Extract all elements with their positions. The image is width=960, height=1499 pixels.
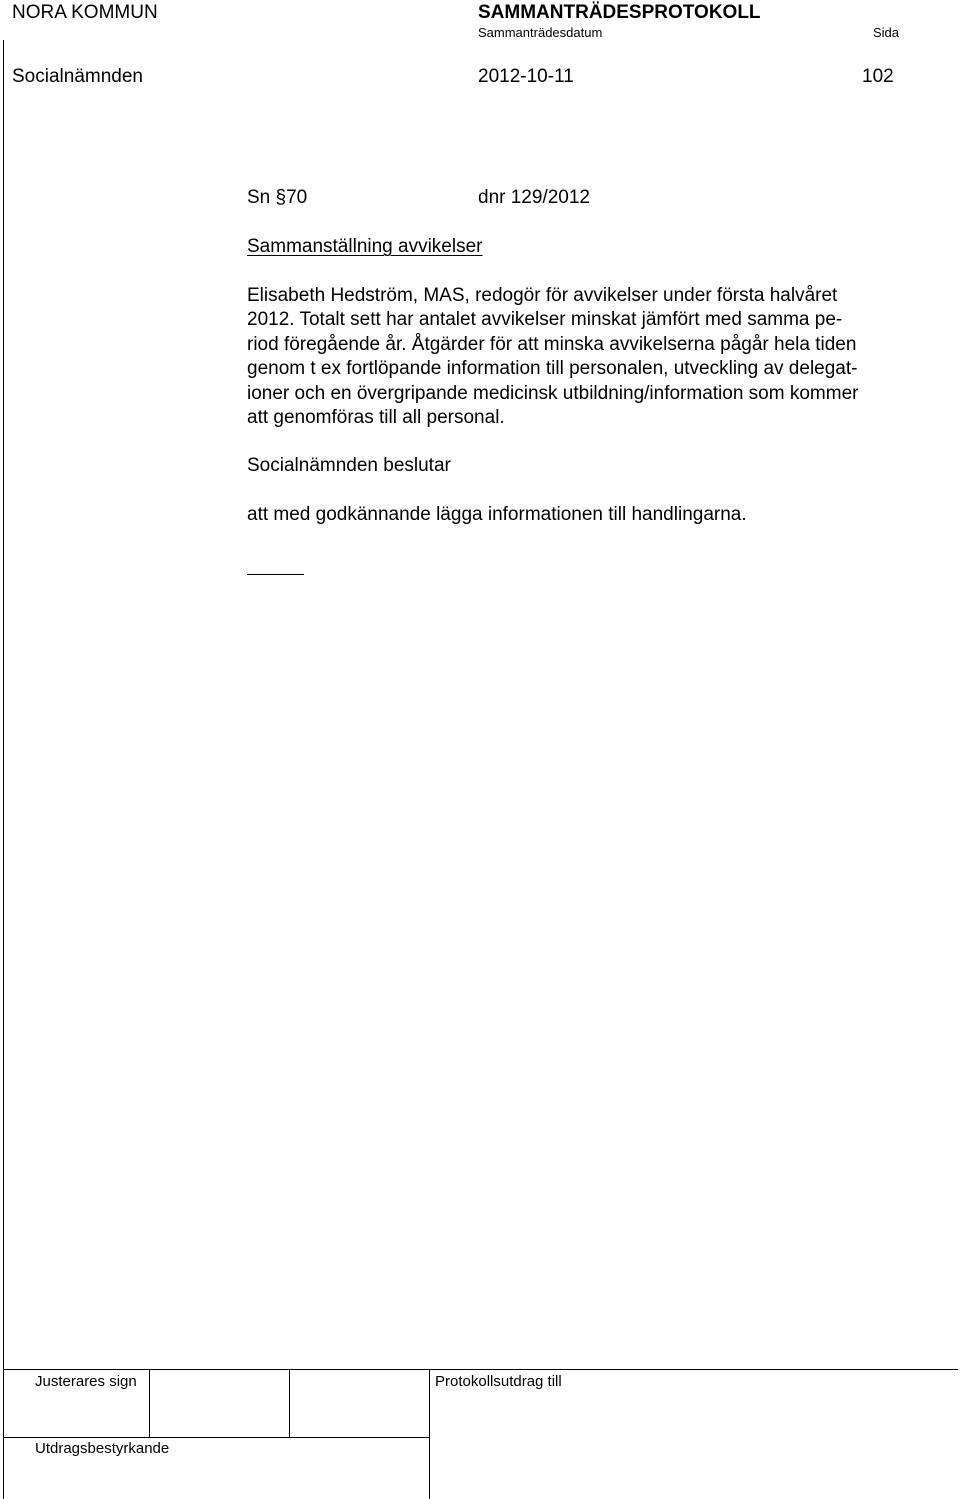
body-line: att genomföras till all personal. <box>247 407 505 429</box>
document-title: SAMMANTRÄDESPROTOKOLL <box>478 2 761 23</box>
meeting-date: 2012-10-11 <box>478 66 574 87</box>
left-margin-rule <box>3 40 4 1499</box>
body-line: ioner och en övergripande medicinsk utbildning/information som kommer <box>247 382 859 404</box>
meeting-date-label: Sammanträdesdatum <box>478 25 603 40</box>
decision-heading: Socialnämnden beslutar <box>247 455 451 476</box>
body-line: riod föregående år. Åtgärder för att minska avvikelserna pågår hela tiden <box>247 333 857 355</box>
section-body <box>247 284 947 430</box>
footer-column-divider <box>289 1369 290 1437</box>
case-number: dnr 129/2012 <box>478 187 590 208</box>
paragraph-number: Sn §70 <box>247 187 308 208</box>
footer-middle-rule <box>3 1437 429 1438</box>
body-line: Elisabeth Hedström, MAS, redogör för avvikelser under första halvåret <box>247 285 838 306</box>
body-line: genom t ex fortlöpande information till personalen, utveckling av delegat- <box>247 358 858 380</box>
footer-top-rule <box>3 1369 958 1370</box>
organization-name: NORA KOMMUN <box>12 2 158 23</box>
adjuster-sign-label: Justerares sign <box>35 1373 137 1390</box>
section-heading: Sammanställning avvikelser <box>247 236 483 257</box>
extract-to-label: Protokollsutdrag till <box>435 1373 562 1390</box>
page-number: 102 <box>862 66 894 87</box>
decision-text: att med godkännande lägga informationen till handlingarna. <box>247 504 747 525</box>
committee-name: Socialnämnden <box>12 66 143 87</box>
page-label: Sida <box>873 25 900 40</box>
footer-column-divider <box>149 1369 150 1437</box>
footer-signature-table <box>3 1369 958 1499</box>
body-line: 2012. Totalt sett har antalet avvikelser minskat jämfört med samma pe- <box>247 309 843 331</box>
section-end-rule <box>247 574 304 575</box>
extract-certification-label: Utdragsbestyrkande <box>35 1440 170 1457</box>
footer-column-divider <box>429 1369 430 1499</box>
